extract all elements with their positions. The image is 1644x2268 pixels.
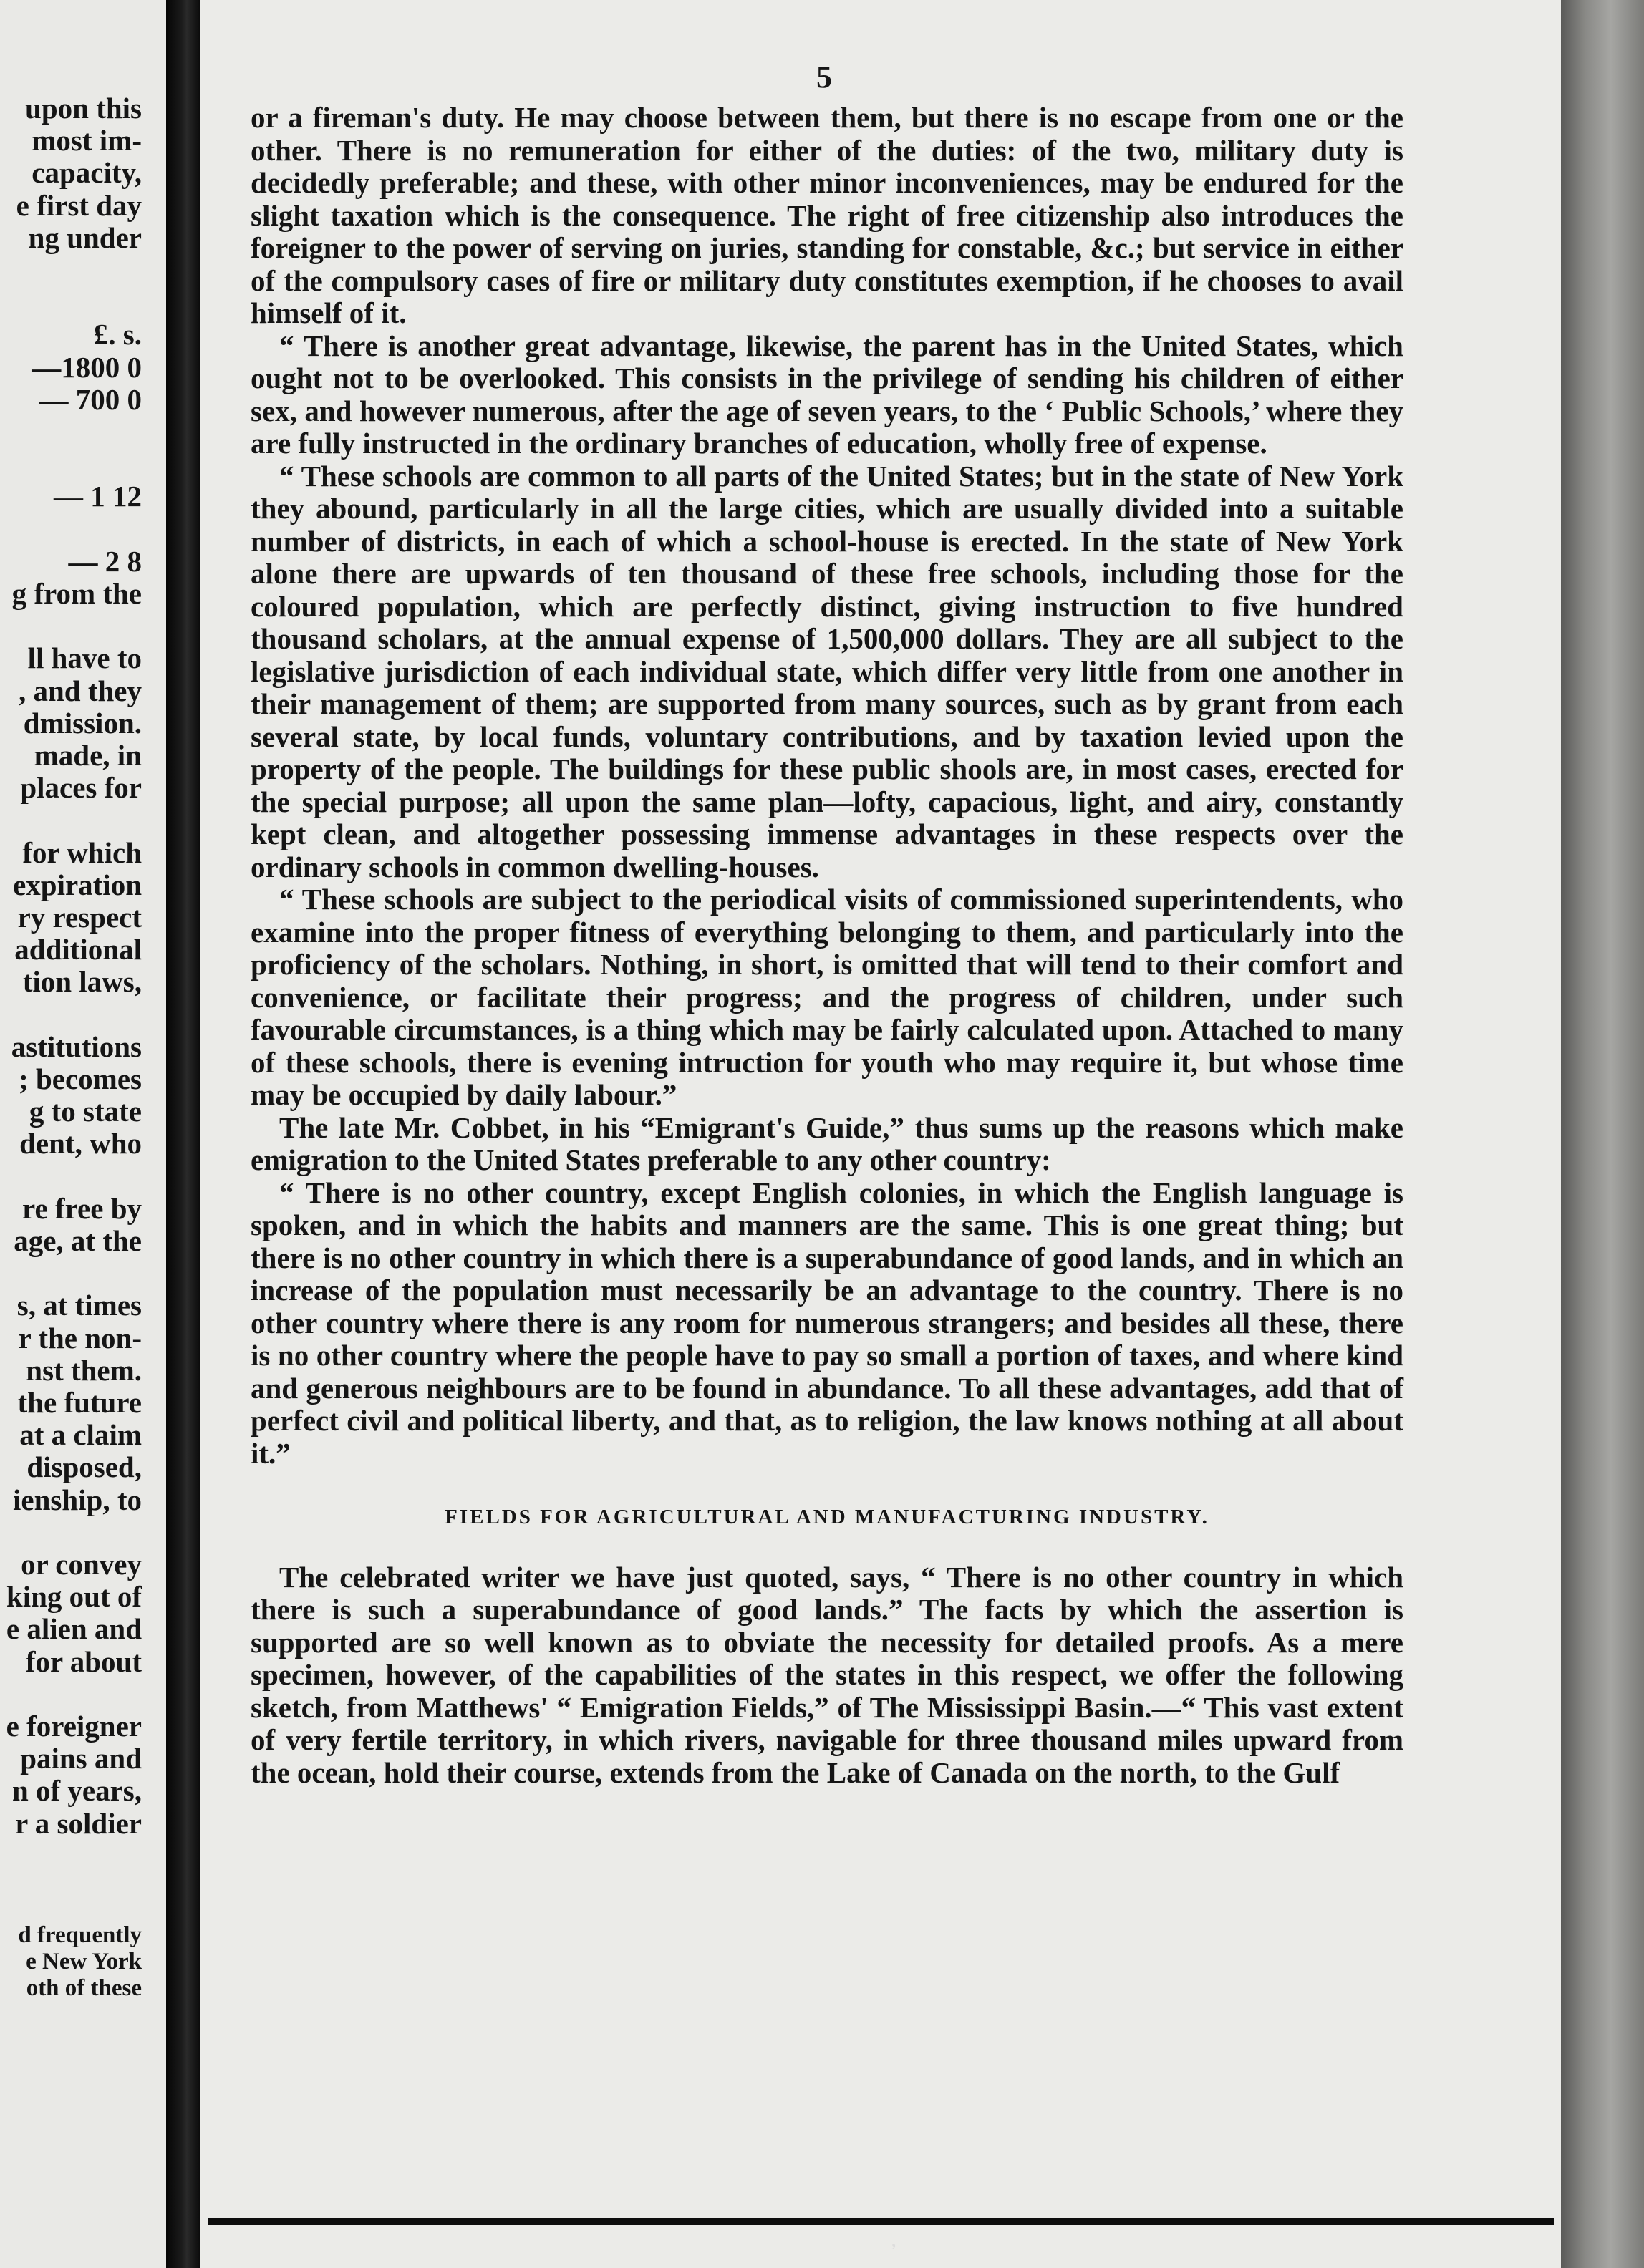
paragraph: “ These schools are common to all parts of the United States; but in the state of New York they abound, particularly in all the large cities, which are usually divided into a suitable number of districts, in each of which a school-house is erected. In the state of New York alone there are upwards of ten thousand of these free schools, including those for the coloured population, which are perfectly distinct, giving instruction to five hundred thousand scholars, at the annual expense of 1,500,000 dollars. They are all subject to the legislative jurisdiction of each individual state, which differ very little from one another in their management of them; are supported from many sources, such as by grant from each several state, by local funds, voluntary contributions, and by taxation levied upon the property of the people. The buildings for these public shools are, in most cases, erected for the special purpose; all upon the same plan—lofty, capacious, light, and airy, constantly kept clean, and altogether possessing immense advantages in these respects over the ordinary schools in common dwelling-houses.	[251, 459, 1403, 883]
left-page-line-small: d frequently	[18, 1922, 142, 1948]
left-page-line: tion laws,	[22, 965, 142, 999]
left-page-line: e alien and	[6, 1612, 142, 1646]
left-page-line: — 700 0	[39, 382, 142, 416]
paragraph: The celebrated writer we have just quoted, says, “ There is no other country in which there is such a superabundance of good lands.” The facts by which the assertion is supported are so well known as to obviate the necessity for detailed proofs. As a mere specimen, however, of the capabilities of the states in this respect, we offer the following sketch, from Matthews' “ Emigration Fields,” of The Mississippi Basin.—“ This vast extent of very fertile territory, in which rivers, navigable for three thousand miles upward from the ocean, hold their course, extends from the Lake of Canada on the north, to the Gulf	[251, 1560, 1403, 1789]
left-page-line: age, at the	[14, 1224, 142, 1257]
left-page-line: upon this	[25, 92, 142, 125]
left-page-line: s, at times	[16, 1289, 142, 1322]
left-page-line: ng under	[28, 220, 142, 254]
left-page-line: ry respect	[17, 901, 142, 934]
left-page-line: g to state	[29, 1095, 142, 1128]
book-gutter	[166, 0, 200, 2268]
left-page-line: , and they	[18, 674, 142, 707]
section-heading: FIELDS FOR AGRICULTURAL AND MANUFACTURING INDUSTRY.	[445, 1506, 1209, 1528]
left-page-line: made, in	[34, 739, 142, 772]
bottom-border	[208, 2218, 1554, 2225]
paragraph: or a fireman's duty. He may choose between them, but there is no escape from one or the other. There is no remuneration for either of the duties: of the two, military duty is decidedly preferable; and these, with other minor inconveniences, may be endured for the slight taxation which is the consequence. The right of free citizenship also introduces the foreigner to the power of serving on juries, standing for constable, &c.; but service in either of the compulsory cases of fire or military duty constitutes exemption, if he chooses to avail himself of it.	[251, 101, 1403, 329]
paragraph: “ There is no other country, except English colonies, in which the English language is spoken, and in which the habits and manners are the same. This is one great thing; but there is no other country in which there is a superabundance of good lands, and in which an increase of the population must necessarily be an advantage to the country. There is no other country where there is any room for numerous strangers; and besides all these, there is no other country where the people have to pay so small a portion of taxes, and where kind and generous neighbours are to be found in abundance. To all these advantages, add that of perfect civil and political liberty, and that, as to religion, the law knows nothing at all about it.”	[251, 1176, 1403, 1470]
left-page-line: nst them.	[26, 1353, 142, 1387]
left-page-line: the future	[17, 1386, 142, 1419]
left-page-line: capacity,	[32, 156, 142, 190]
left-page-line: for which	[22, 835, 142, 869]
left-page-line: e first day	[16, 188, 142, 222]
left-page-line: g from the	[11, 577, 142, 610]
paragraph: “ There is another great advantage, likewise, the parent has in the United States, which ought not to be overlooked. This consists in the privilege of sending his children of either sex, and however numerous, after the age of seven years, to the ‘ Public Schools,’ where they are fully instructed in the ordinary branches of education, wholly free of expense.	[251, 329, 1403, 460]
left-page-line: or convey	[21, 1548, 142, 1581]
left-page-line: king out of	[6, 1580, 142, 1614]
left-page-line: £. s.	[93, 318, 142, 352]
left-page-line: most im-	[32, 124, 142, 158]
left-page-line: additional	[14, 933, 142, 966]
left-page-line: — 2 8	[68, 544, 142, 578]
left-page-line: at a claim	[19, 1418, 142, 1452]
left-page-fragment	[0, 0, 166, 2268]
left-page-line-small: e New York	[26, 1949, 142, 1974]
paragraph: “ These schools are subject to the periodical visits of commissioned superintendents, who examine into the proper fitness of everything belonging to them, and particularly into the proficiency of the scholars. Nothing, in short, is omitted that will tend to their comfort and convenience, or facilitate their progress; and the progress of children, under such favourable circumstances, is a thing which may be fairly calculated upon. Attached to many of these schools, there is evening intruction for youth who may require it, but whose time may be occupied by daily labour.”	[251, 883, 1403, 1111]
page-number: 5	[816, 59, 832, 94]
left-page-line: — 1 12	[54, 480, 142, 513]
left-page-line: pains and	[20, 1742, 142, 1775]
left-page-line-small: oth of these	[26, 1975, 142, 2001]
stray-mark: ’	[890, 2239, 897, 2263]
left-page-line: —1800 0	[32, 350, 142, 384]
left-page-line: e foreigner	[6, 1710, 142, 1743]
left-page-line: r a soldier	[15, 1806, 142, 1840]
left-page-line: n of years,	[11, 1774, 142, 1808]
left-page-line: re free by	[22, 1191, 142, 1225]
left-page-line: astitutions	[11, 1029, 142, 1063]
left-page-line: dmission.	[23, 706, 142, 740]
left-page-line: expiration	[13, 868, 142, 901]
left-page-line: ienship, to	[13, 1483, 142, 1516]
body-text	[251, 102, 1403, 1789]
left-page-line: dent, who	[19, 1127, 142, 1160]
left-page-line: disposed,	[26, 1450, 142, 1484]
paragraph: The late Mr. Cobbet, in his “Emigrant's Guide,” thus sums up the reasons which make emigration to the United States preferable to any other country:	[251, 1110, 1403, 1176]
left-page-line: for about	[25, 1644, 142, 1678]
left-page-line: places for	[20, 771, 142, 805]
left-page-line: ll have to	[27, 641, 142, 675]
left-page-line: r the non-	[18, 1321, 142, 1354]
page-edge	[1561, 0, 1644, 2268]
left-page-line: ; becomes	[19, 1062, 142, 1095]
